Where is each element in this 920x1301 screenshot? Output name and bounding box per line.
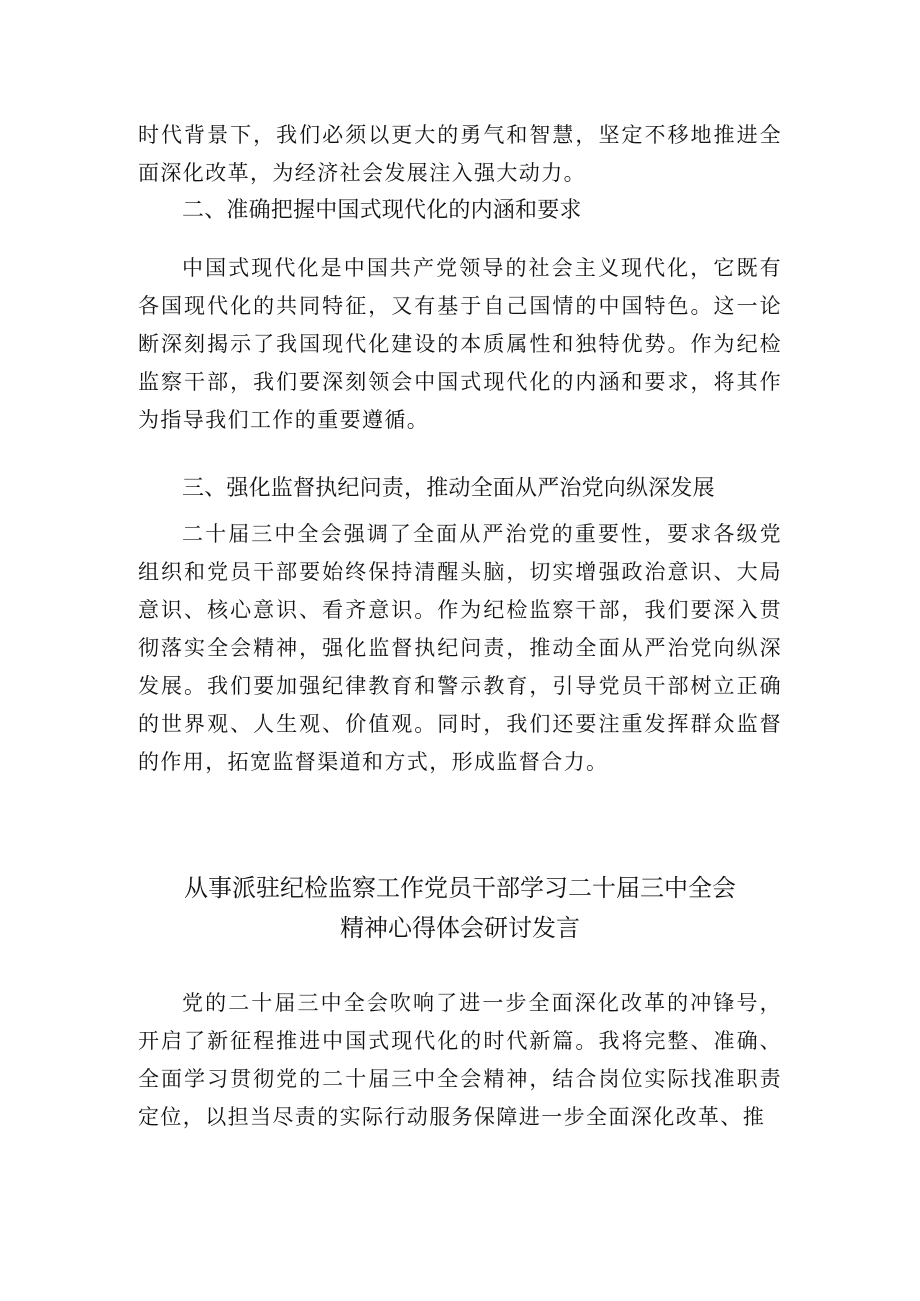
article-title-line-2: 精神心得体会研讨发言 (340, 914, 580, 942)
paragraph-section-two: 中国式现代化是中国共产党领导的社会主义现代化，它既有各国现代化的共同特征，又有基于自己国情的中国特色。这一论断深刻揭示了我国现代化建设的本质属性和独特优势。作为纪检监察干部，我们要深刻领会中国式现代化的内涵和要求，将其作为指导我们工作的重要遵循。 (138, 256, 782, 432)
paragraph-section-three: 二十届三中全会强调了全面从严治党的重要性，要求各级党组织和党员干部要始终保持清醒头脑，切实增强政治意识、大局意识、核心意识、看齐意识。作为纪检监察干部，我们要深入贯彻落实全会精神，强化监督执纪问责，推动全面从严治党向纵深发展。我们要加强纪律教育和警示教育，引导党员干部树立正确的世界观、人生观、价值观。同时，我们还要注重发挥群众监督的作用，拓宽监督渠道和方式，形成监督合力。 (138, 522, 782, 774)
article-title-line-1: 从事派驻纪检监察工作党员干部学习二十届三中全会 (184, 874, 736, 902)
paragraph-article-intro: 党的二十届三中全会吹响了进一步全面深化改革的冲锋号，开启了新征程推进中国式现代化的时代新篇。我将完整、准确、全面学习贯彻党的二十届三中全会精神，结合岗位实际找准职责定位，以担当尽责的实际行动服务保障进一步全面深化改革、推 (138, 991, 782, 1129)
article-title (100, 868, 820, 948)
paragraph-section-one-tail: 时代背景下，我们必须以更大的勇气和智慧，坚定不移地推进全面深化改革，为经济社会发展注入强大动力。 (138, 123, 782, 185)
heading-section-two: 二、准确把握中国式现代化的内涵和要求 (182, 198, 582, 223)
heading-section-three: 三、强化监督执纪问责，推动全面从严治党向纵深发展 (182, 476, 715, 501)
